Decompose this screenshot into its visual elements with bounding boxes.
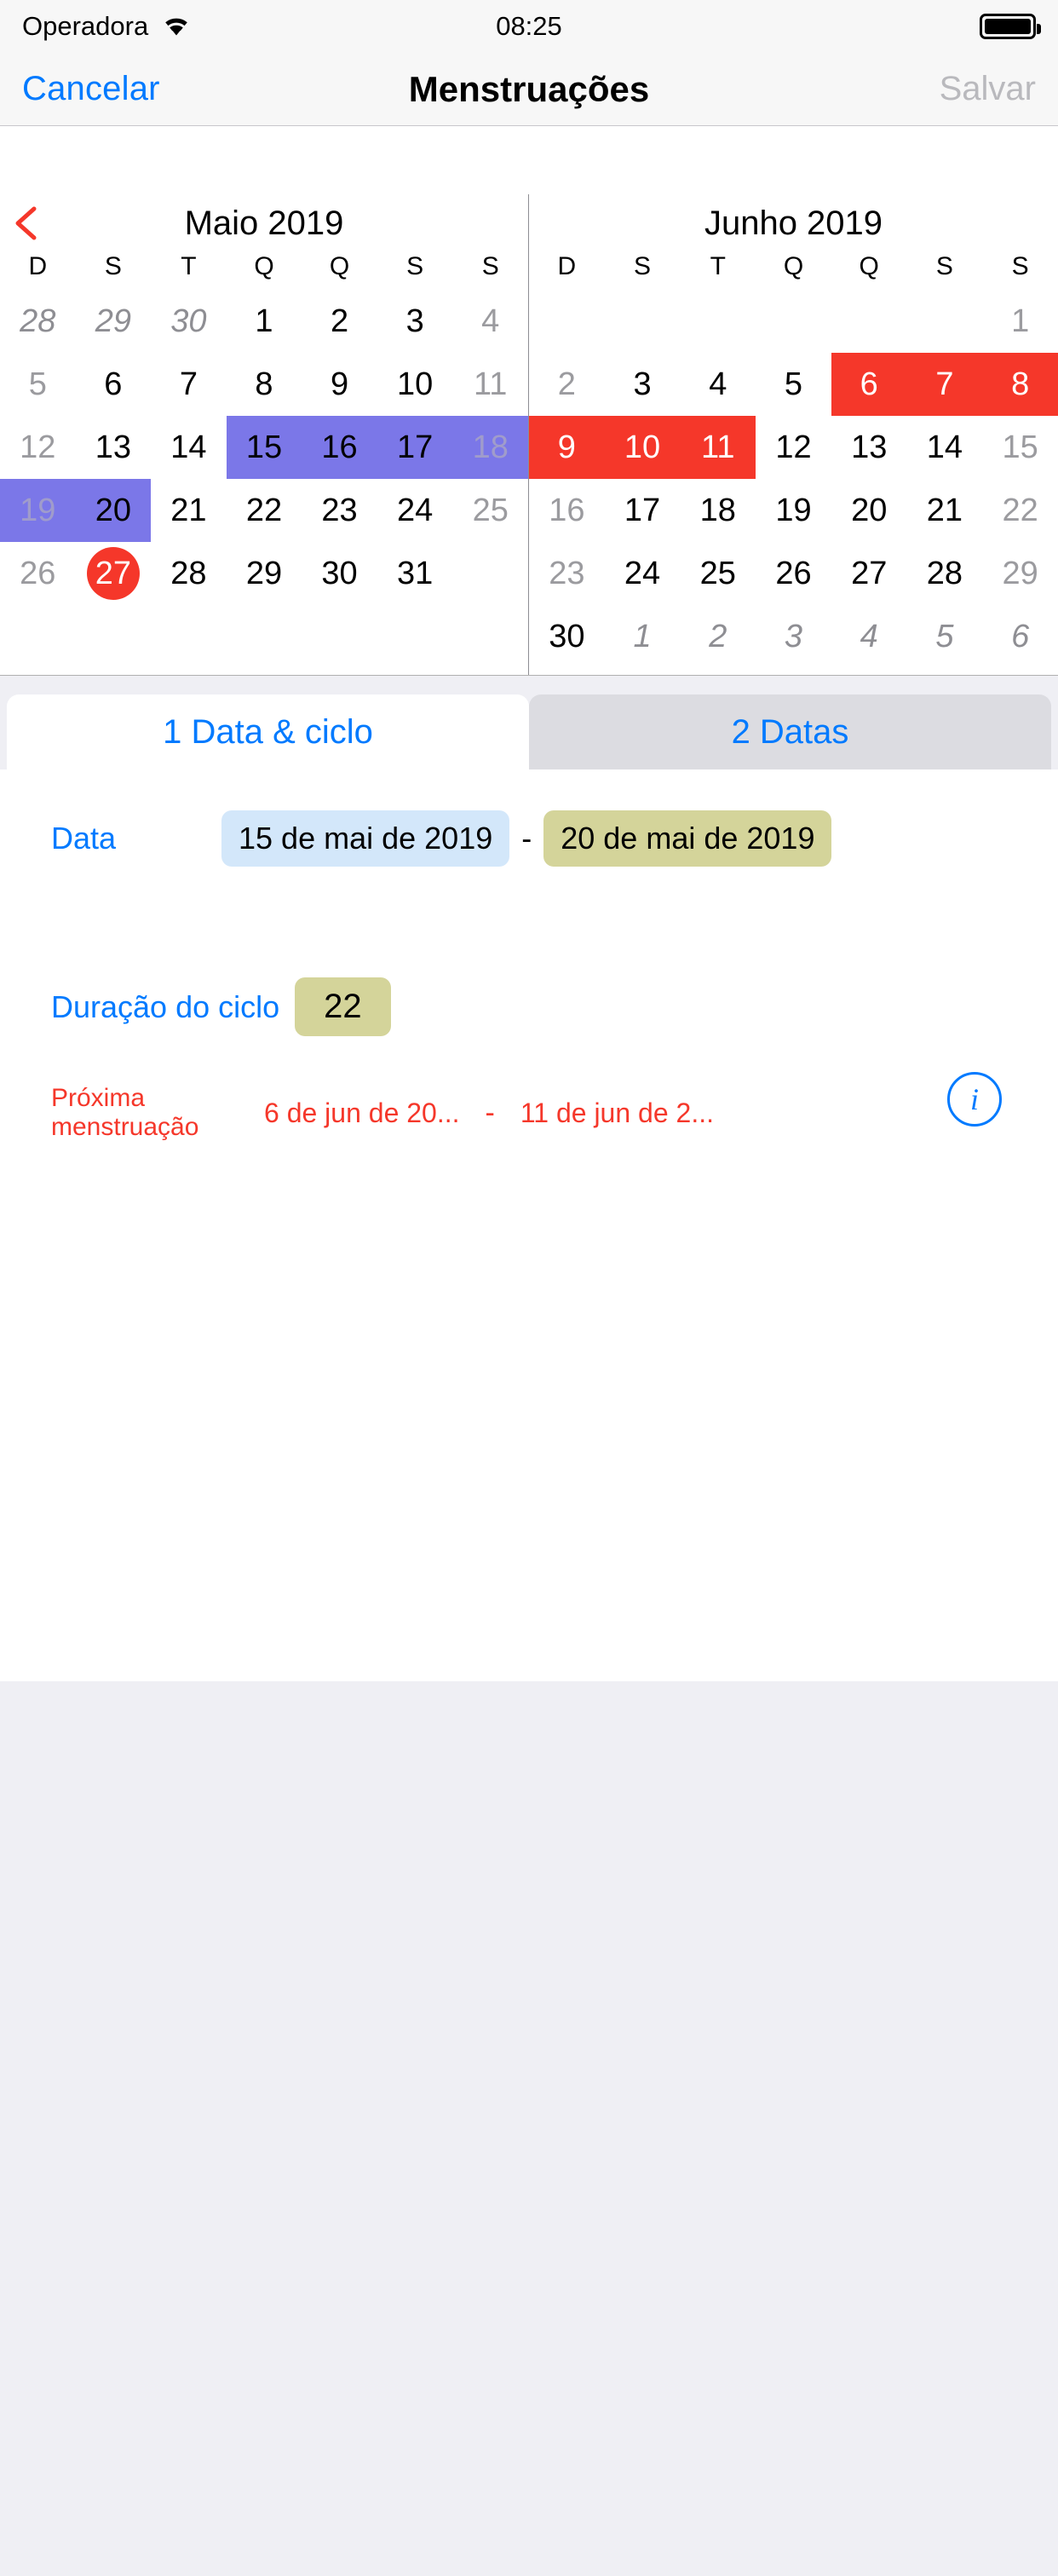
status-bar [0, 0, 1058, 53]
calendar-day[interactable]: 21 [926, 492, 963, 528]
weekday-label: S [406, 252, 424, 280]
calendar-day[interactable]: 1 [633, 618, 652, 654]
weekday-label: S [481, 252, 499, 280]
calendar-day[interactable]: 17 [377, 416, 453, 479]
calendar-day[interactable]: 23 [321, 492, 358, 528]
calendar-day[interactable]: 7 [907, 353, 983, 416]
calendar-day[interactable]: 23 [549, 555, 585, 591]
calendar-day[interactable]: 16 [302, 416, 377, 479]
next-period-separator: - [485, 1096, 495, 1129]
calendar-header-may [0, 194, 528, 252]
calendar-day [680, 290, 756, 353]
calendar-day[interactable]: 12 [20, 429, 56, 465]
calendar-day[interactable]: 8 [255, 366, 273, 402]
calendar-day[interactable]: 3 [405, 303, 424, 339]
next-period-label: Próxima menstruação [51, 1084, 199, 1141]
weekday-label: S [104, 252, 122, 280]
calendar-day[interactable]: 26 [20, 555, 56, 591]
calendar-day[interactable]: 2 [557, 366, 576, 402]
weekday-label: T [181, 252, 197, 280]
calendar-month-title: Junho 2019 [704, 204, 883, 242]
date-separator: - [521, 821, 532, 856]
date-end-field[interactable]: 20 de mai de 2019 [543, 810, 831, 867]
date-start-field[interactable]: 15 de mai de 2019 [221, 810, 509, 867]
calendar-day[interactable]: 28 [20, 303, 56, 339]
calendar-day[interactable]: 31 [396, 555, 434, 591]
calendar-day-label: 27 [87, 547, 140, 600]
calendar-day[interactable]: 22 [245, 492, 283, 528]
status-right [980, 14, 1036, 39]
calendar-day[interactable]: 1 [255, 303, 273, 339]
weekday-header-may [0, 252, 528, 281]
cycle-row [9, 977, 1049, 1036]
next-period-row [9, 1084, 1049, 1142]
calendar-day [756, 290, 831, 353]
weekday-label: Q [783, 252, 804, 280]
calendar-day [529, 290, 605, 353]
calendar-day[interactable]: 18 [452, 416, 528, 479]
calendar-day [907, 290, 983, 353]
calendar-day[interactable]: 24 [624, 555, 661, 591]
calendar-day[interactable]: 6 [104, 366, 123, 402]
calendar-day[interactable]: 20 [76, 479, 152, 542]
bottom-section [0, 676, 1058, 2576]
calendar-day[interactable]: 3 [784, 618, 803, 654]
weekday-label: Q [329, 252, 350, 280]
calendar-day[interactable]: 4 [709, 366, 727, 402]
weekday-label: T [710, 252, 726, 280]
carrier-label: Operadora [22, 11, 149, 41]
weekday-label: S [634, 252, 652, 280]
tab-bar [7, 694, 1051, 769]
calendar-day[interactable]: 5 [28, 366, 47, 402]
calendar-may [0, 194, 529, 675]
calendar-day[interactable]: 4 [481, 303, 500, 339]
nav-bar [0, 53, 1058, 126]
calendar-day[interactable]: 2 [330, 303, 349, 339]
day-grid-may [0, 290, 528, 605]
calendar-day[interactable]: 10 [605, 416, 681, 479]
calendar-day[interactable]: 19 [0, 479, 76, 542]
calendar-day[interactable]: 24 [396, 492, 434, 528]
weekday-header-june [529, 252, 1058, 281]
cycle-length-field[interactable]: 22 [295, 977, 391, 1036]
calendar-day[interactable]: 29 [1002, 555, 1038, 591]
battery-full-icon [980, 14, 1036, 39]
tab-date-and-cycle[interactable]: 1 Data & ciclo [7, 694, 529, 769]
calendar-day[interactable]: 4 [860, 618, 878, 654]
chevron-left-icon[interactable] [12, 205, 41, 242]
calendar-day[interactable]: 9 [529, 416, 605, 479]
date-label: Data [51, 821, 117, 856]
calendar-day[interactable]: 14 [926, 429, 963, 465]
calendar-day[interactable]: 5 [935, 618, 954, 654]
calendar-day[interactable]: 15 [227, 416, 302, 479]
calendar-day[interactable]: 28 [170, 555, 207, 591]
calendar-day [452, 542, 528, 605]
calendar-day[interactable]: 18 [699, 492, 736, 528]
cycle-length-label: Duração do ciclo [51, 988, 280, 1024]
status-time: 08:25 [496, 11, 562, 41]
tab-two-dates[interactable]: 2 Datas [529, 694, 1051, 769]
calendar-day[interactable]: 30 [170, 303, 207, 339]
calendar-day[interactable]: 30 [549, 618, 585, 654]
calendar-day[interactable]: 27 [851, 555, 888, 591]
calendar-header-june [529, 194, 1058, 252]
calendar-day[interactable]: 3 [633, 366, 652, 402]
calendar-day[interactable]: 12 [775, 429, 812, 465]
info-icon[interactable]: i [947, 1072, 1002, 1127]
battery-fill [985, 19, 1031, 34]
cancel-button[interactable]: Cancelar [22, 70, 160, 107]
calendar-day[interactable]: 29 [245, 555, 283, 591]
calendar-day[interactable]: 14 [170, 429, 207, 465]
next-period-end: 11 de jun de 2... [520, 1097, 714, 1128]
calendar-day[interactable]: 25 [699, 555, 736, 591]
calendar-day[interactable]: 11 [680, 416, 756, 479]
weekday-label: D [28, 252, 48, 280]
calendar-day[interactable]: 22 [1002, 492, 1038, 528]
next-period-start: 6 de jun de 20... [264, 1097, 460, 1128]
calendar-day[interactable]: 17 [624, 492, 661, 528]
calendar-day[interactable]: 25 [472, 492, 509, 528]
calendar-day[interactable]: 7 [179, 366, 198, 402]
date-row [9, 769, 1049, 867]
form-panel [0, 769, 1058, 1681]
calendar-day[interactable]: 10 [396, 366, 434, 402]
calendar-day[interactable]: 8 [982, 353, 1058, 416]
calendar-day[interactable]: 13 [851, 429, 888, 465]
calendar-day[interactable]: 26 [775, 555, 812, 591]
nav-spacer [0, 126, 1058, 194]
calendar-day[interactable]: 20 [851, 492, 888, 528]
calendar-day[interactable]: 28 [926, 555, 963, 591]
calendar-day[interactable]: 5 [784, 366, 803, 402]
calendar-day[interactable]: 16 [549, 492, 585, 528]
weekday-label: Q [254, 252, 274, 280]
calendar-day[interactable]: 15 [1002, 429, 1038, 465]
weekday-label: S [1011, 252, 1029, 280]
calendar-day[interactable]: 13 [95, 429, 131, 465]
calendar-day[interactable] [76, 542, 152, 605]
weekday-label: S [935, 252, 953, 280]
calendar-day[interactable]: 29 [95, 303, 131, 339]
save-button[interactable]: Salvar [939, 70, 1036, 107]
calendar-day[interactable]: 11 [473, 366, 508, 402]
calendar-day[interactable]: 1 [1011, 303, 1030, 339]
page-title: Menstruações [408, 68, 650, 109]
calendar-month-title: Maio 2019 [184, 204, 344, 242]
calendar-day[interactable]: 6 [831, 353, 907, 416]
calendar-day[interactable]: 30 [321, 555, 358, 591]
calendar-june [529, 194, 1058, 675]
calendar-day[interactable]: 19 [775, 492, 812, 528]
weekday-label: Q [859, 252, 879, 280]
calendar-day [831, 290, 907, 353]
calendar-day [605, 290, 681, 353]
calendar-day[interactable]: 21 [170, 492, 207, 528]
day-grid-june [529, 290, 1058, 668]
calendar-day[interactable]: 9 [330, 366, 349, 402]
calendars-container [0, 194, 1058, 676]
weekday-label: D [557, 252, 577, 280]
calendar-day[interactable]: 2 [709, 618, 727, 654]
calendar-day[interactable]: 6 [1011, 618, 1030, 654]
